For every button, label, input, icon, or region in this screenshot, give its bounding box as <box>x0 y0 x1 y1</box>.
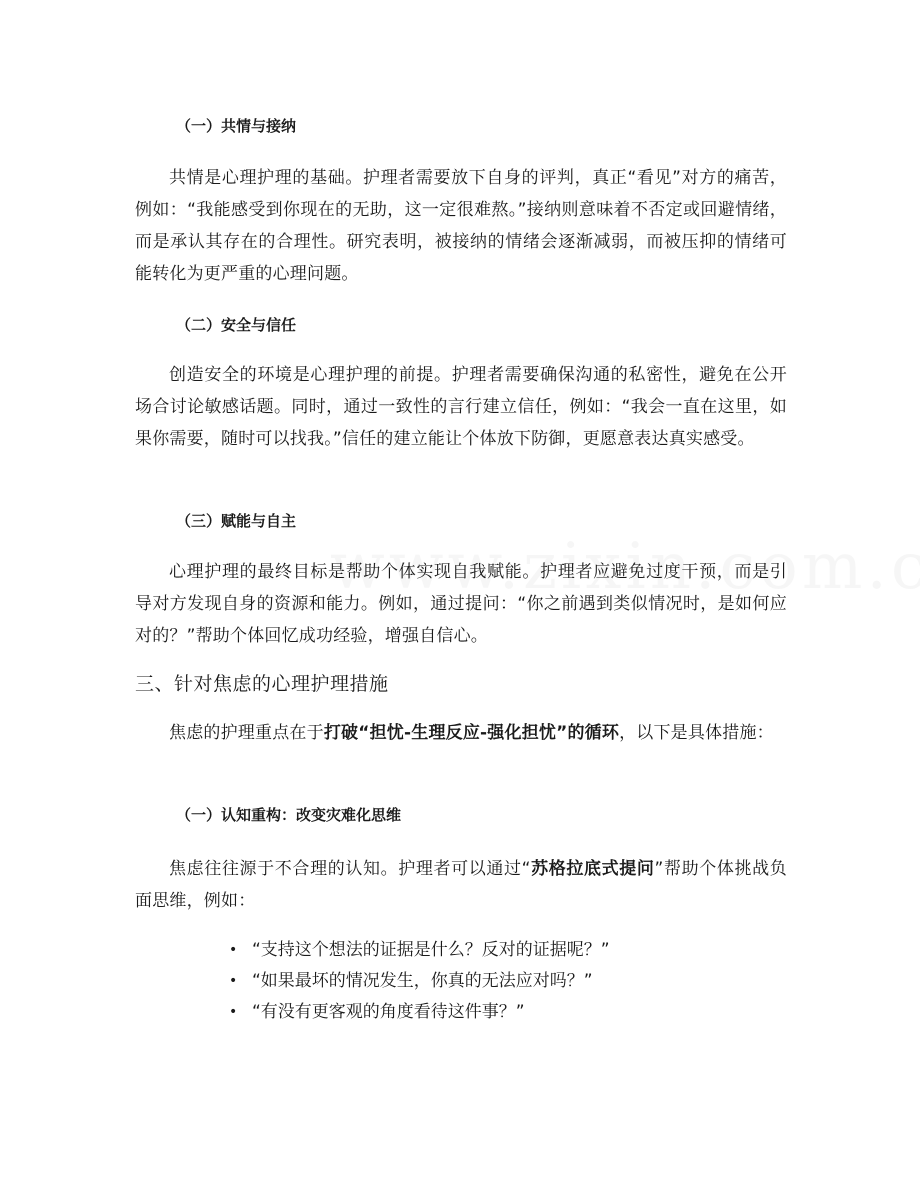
bullet-icon: • <box>229 1004 238 1020</box>
intro-text-end: ，以下是具体措施： <box>619 723 774 743</box>
paragraph-empathy: 共情是心理护理的基础。护理者需要放下自身的评判，真正“看见”对方的痛苦，例如：“我能感受到你现在的无助，这一定很难熬。”接纳则意味着不否定或回避情绪，而是承认其存在的合理性。研究表明，被接纳的情绪会逐渐减弱，而被压抑的情绪可能转化为更严重的心理问题。 <box>135 168 787 284</box>
cognitive-emphasis: 苏格拉底式提问 <box>530 859 655 879</box>
paragraph-safety: 创造安全的环境是心理护理的前提。护理者需要确保沟通的私密性，避免在公开场合讨论敏感话题。同时，通过一致性的言行建立信任，例如：“我会一直在这里，如果你需要，随时可以找我。”信任的建立能让个体放下防御，更愿意表达真实感受。 <box>135 365 787 449</box>
subheading-safety: （二）安全与信任 <box>176 316 297 334</box>
bullet-icon: • <box>229 942 238 958</box>
list-item <box>226 997 786 1028</box>
intro-emphasis: 打破“担忧-生理反应-强化担忧”的循环 <box>323 723 620 743</box>
intro-text: 焦虑的护理重点在于 <box>169 723 324 743</box>
list-item <box>226 935 786 966</box>
list-item-text: “有没有更客观的角度看待这件事？” <box>252 1002 525 1022</box>
cognitive-text: 焦虑往往源于不合理的认知。护理者可以通过“ <box>169 859 531 879</box>
paragraph-empower: 心理护理的最终目标是帮助个体实现自我赋能。护理者应避免过度干预，而是引导对方发现自身的资源和能力。例如，通过提问：“你之前遇到类似情况时，是如何应对的？”帮助个体回忆成功经验，增强自信心。 <box>135 562 787 646</box>
paragraph-cognitive <box>135 853 787 917</box>
question-list <box>226 935 786 1028</box>
list-item-text: “支持这个想法的证据是什么？反对的证据呢？” <box>252 940 610 960</box>
subheading-cognitive: （一）认知重构：改变灾难化思维 <box>176 806 402 824</box>
section-heading-anxiety: 三、针对焦虑的心理护理措施 <box>135 673 389 695</box>
subheading-empower: （三）赋能与自主 <box>176 512 297 530</box>
list-item <box>226 966 786 997</box>
paragraph-anxiety-intro <box>135 717 787 749</box>
list-item-text: “如果最坏的情况发生，你真的无法应对吗？” <box>252 971 593 991</box>
bullet-icon: • <box>229 973 238 989</box>
subheading-empathy: （一）共情与接纳 <box>176 117 297 135</box>
cognitive-text-end: ”帮助个体挑战负面思维，例如： <box>135 859 787 911</box>
